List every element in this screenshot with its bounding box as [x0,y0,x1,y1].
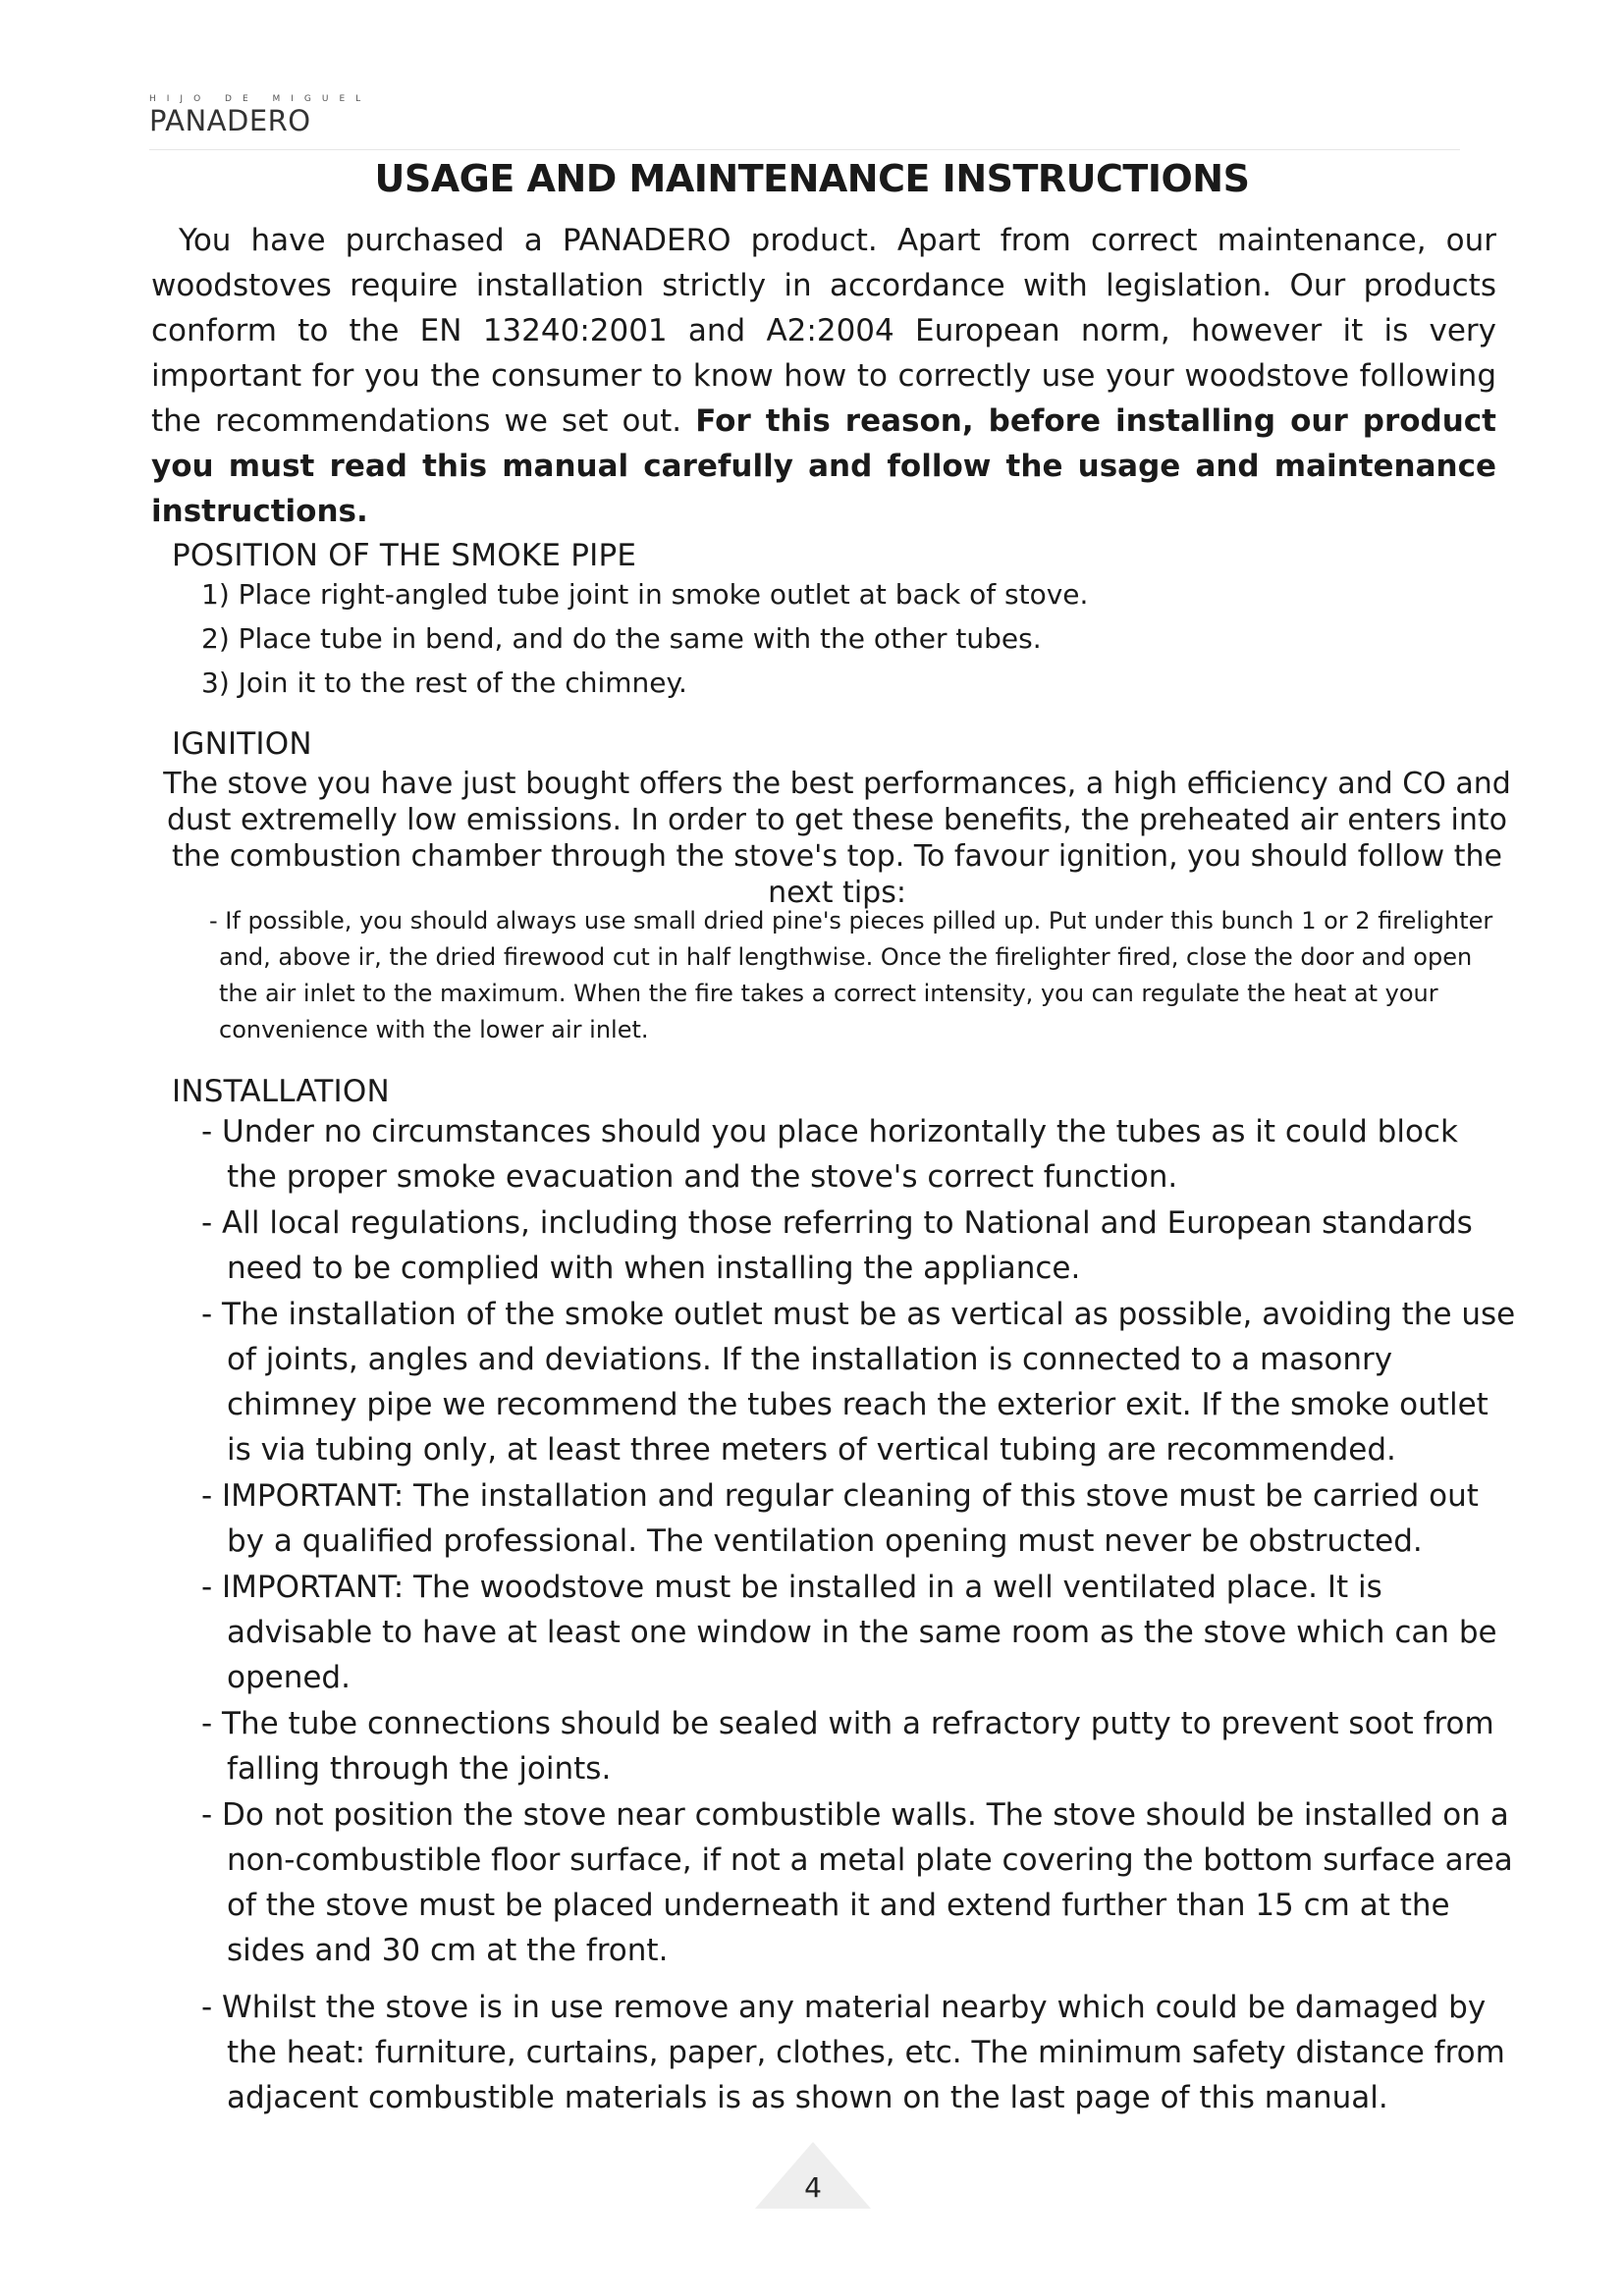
smoke-pipe-steps [201,572,1088,705]
page-number: 4 [804,2171,822,2204]
installation-list [201,1109,1517,2121]
header-divider [149,149,1460,150]
list-item: - Do not position the stove near combustible walls. The stove should be installed on a non-combustible floor surface, if not a metal plate covering the bottom surface area of the stove must be placed underneath it and extend further than 15 cm at the sides and 30 cm at the front. [201,1797,1513,1968]
ignition-paragraph: The stove you have just bought offers the best performances, a high efficiency and CO and dust extremelly low emissions. In order to get these benefits, the preheated air enters into the combustion chamber through the stove's top. To favour ignition, you should follow the next tips: [163,767,1511,910]
list-item: - Whilst the stove is in use remove any material nearby which could be damaged by the heat: furniture, curtains, paper, clothes, etc. The minimum safety distance from adjacent combustible materials is as shown on the last page of this manual. [201,1990,1505,2115]
list-item: - IMPORTANT: The woodstove must be installed in a well ventilated place. It is advisable to have at least one window in the same room as the stove which can be opened. [201,1570,1497,1695]
list-item: - Under no circumstances should you place horizontally the tubes as it could block the proper smoke evacuation and the stove's correct function. [201,1114,1458,1195]
ignition-heading: IGNITION [172,726,312,762]
step-item: 2) Place tube in bend, and do the same with the other tubes. [201,622,1042,655]
intro-paragraph [151,218,1496,534]
logo-wordmark: PANADERO [149,104,311,137]
list-item: - The tube connections should be sealed with a refractory putty to prevent soot from falling through the joints. [201,1706,1494,1787]
intro-bold-text: For this reason, before installing our product you must read this manual carefully and follow the usage and maintenance instructions. [151,403,1496,529]
list-item: - All local regulations, including those referring to National and European standards need to be complied with when installing the appliance. [201,1205,1473,1286]
installation-heading: INSTALLATION [172,1074,390,1109]
intro-text: You have purchased a PANADERO product. Apart from correct maintenance, our woodstoves require installation strictly in accordance with legislation. Our products conform to the EN 13240:2001 and A2:2004 European norm, however it is very important for you the consumer to know how to correctly use your woodstove following the recommendations we set out. [151,223,1496,439]
smoke-pipe-heading: POSITION OF THE SMOKE PIPE [172,538,637,573]
logo-tagline: HIJO DE MIGUEL [149,94,372,104]
step-item: 3) Join it to the rest of the chimney. [201,667,687,699]
ignition-tip: - If possible, you should always use small dried pine's pieces pilled up. Put under this bunch 1 or 2 firelighter and, above ir, the dried firewood cut in half lengthwise. Once the firelighter fired, close the door and open the air inlet to the maximum. When the fire takes a correct intensity, you can regulate the heat at your convenience with the lower air inlet. [209,907,1493,1043]
page-number-badge [749,2138,877,2212]
list-item: - The installation of the smoke outlet must be as vertical as possible, avoiding the use of joints, angles and deviations. If the installation is connected to a masonry chimney pipe we recommend the tubes reach the exterior exit. If the smoke outlet is via tubing only, at least three meters of vertical tubing are recommended. [201,1297,1516,1468]
list-item: - IMPORTANT: The installation and regular cleaning of this stove must be carried out by a qualified professional. The ventilation opening must never be obstructed. [201,1478,1479,1559]
brand-logo [149,94,371,137]
step-item: 1) Place right-angled tube joint in smoke outlet at back of stove. [201,578,1089,611]
page-title: USAGE AND MAINTENANCE INSTRUCTIONS [374,157,1250,200]
